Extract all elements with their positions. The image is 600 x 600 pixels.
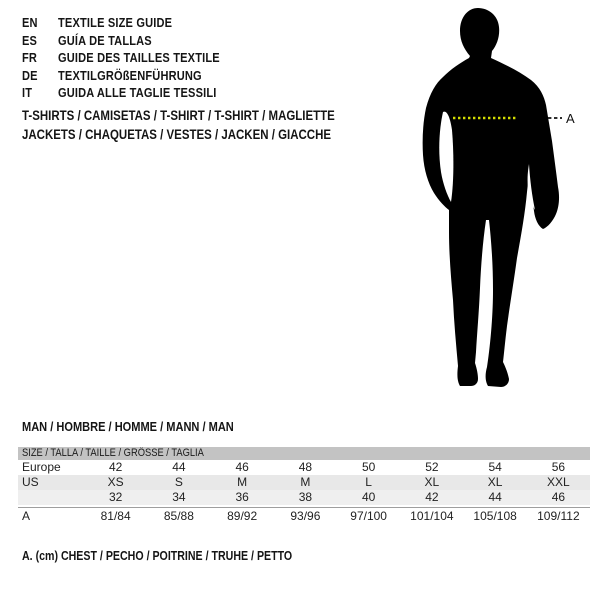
- table-row-unlabeled: [18, 490, 590, 505]
- table-cell: S: [174, 474, 183, 489]
- table-cell: 81/84: [100, 508, 131, 523]
- size-table-header: [18, 447, 590, 460]
- table-cell: 36: [235, 489, 249, 504]
- language-title: GUÍA DE TALLAS: [58, 32, 152, 48]
- section-title-text: MAN / HOMBRE / HOMME / MANN / MAN: [22, 419, 234, 434]
- language-row-es: [22, 32, 248, 50]
- language-row-fr: [22, 49, 248, 67]
- section-title-man: [22, 419, 271, 434]
- man-silhouette: [423, 8, 559, 387]
- table-cell: 44: [172, 459, 186, 474]
- table-cell: 32: [108, 489, 123, 504]
- language-list: [22, 14, 248, 102]
- table-cell: 48: [298, 459, 313, 474]
- table-cell: 56: [551, 459, 566, 474]
- table-cell: 46: [551, 489, 566, 504]
- table-cell: 97/100: [350, 508, 387, 523]
- language-code: EN: [22, 15, 38, 30]
- table-cell: 42: [425, 489, 439, 504]
- language-row-en: [22, 14, 248, 32]
- table-cell: 89/92: [227, 508, 258, 523]
- row-label: Europe: [22, 459, 61, 474]
- language-code: ES: [22, 32, 38, 48]
- row-label: A: [22, 508, 31, 523]
- chest-marker-label: A: [566, 111, 575, 126]
- table-cell: 46: [235, 459, 249, 474]
- table-cell: 105/108: [473, 508, 517, 523]
- measurement-footnote-text: A. (cm) CHEST / PECHO / POITRINE / TRUHE / PETTO: [22, 549, 293, 563]
- table-cell: XS: [107, 474, 124, 489]
- table-cell: L: [365, 474, 372, 489]
- language-row-de: [22, 67, 248, 85]
- language-code: IT: [22, 85, 33, 100]
- table-cell: 38: [298, 489, 313, 504]
- language-title: GUIDE DES TAILLES TEXTILE: [58, 50, 220, 65]
- category-titles: [22, 107, 390, 144]
- table-row-chest: [18, 507, 590, 524]
- table-cell: 85/88: [163, 508, 194, 523]
- table-cell: 42: [108, 459, 123, 474]
- category-line-tshirts: T-SHIRTS / CAMISETAS / T-SHIRT / T-SHIRT / MAGLIETTE: [22, 108, 335, 123]
- table-row-us: [18, 475, 590, 490]
- table-row-europe: [18, 460, 590, 475]
- table-cell: 109/112: [537, 508, 580, 523]
- table-cell: 34: [172, 489, 186, 504]
- language-code: FR: [22, 50, 38, 65]
- size-table: [18, 447, 590, 524]
- language-code: DE: [22, 67, 38, 83]
- category-line-jackets: JACKETS / CHAQUETAS / VESTES / JACKEN / GIACCHE: [22, 126, 332, 142]
- language-row-it: [22, 84, 248, 102]
- table-cell: 50: [361, 459, 376, 474]
- table-cell: 52: [425, 459, 439, 474]
- table-cell: M: [237, 474, 248, 489]
- table-cell: 93/96: [290, 508, 321, 523]
- size-table-header-text: SIZE / TALLA / TAILLE / GRÖSSE / TAGLIA: [22, 447, 204, 459]
- table-cell: 101/104: [410, 508, 454, 523]
- table-cell: XL: [424, 474, 440, 489]
- row-label: [18, 490, 84, 505]
- man-silhouette-figure: [390, 0, 600, 400]
- table-cell: M: [300, 474, 311, 489]
- table-cell: 54: [488, 459, 502, 474]
- language-title: TEXTILE SIZE GUIDE: [58, 15, 173, 30]
- language-title: TEXTILGRÖßENFÜHRUNG: [58, 67, 202, 83]
- table-cell: XXL: [547, 474, 570, 489]
- row-label: US: [22, 474, 39, 489]
- table-cell: XL: [487, 474, 503, 489]
- language-title: GUIDA ALLE TAGLIE TESSILI: [58, 85, 217, 100]
- measurement-footnote: [22, 549, 340, 563]
- table-cell: 44: [488, 489, 502, 504]
- table-cell: 40: [361, 489, 376, 504]
